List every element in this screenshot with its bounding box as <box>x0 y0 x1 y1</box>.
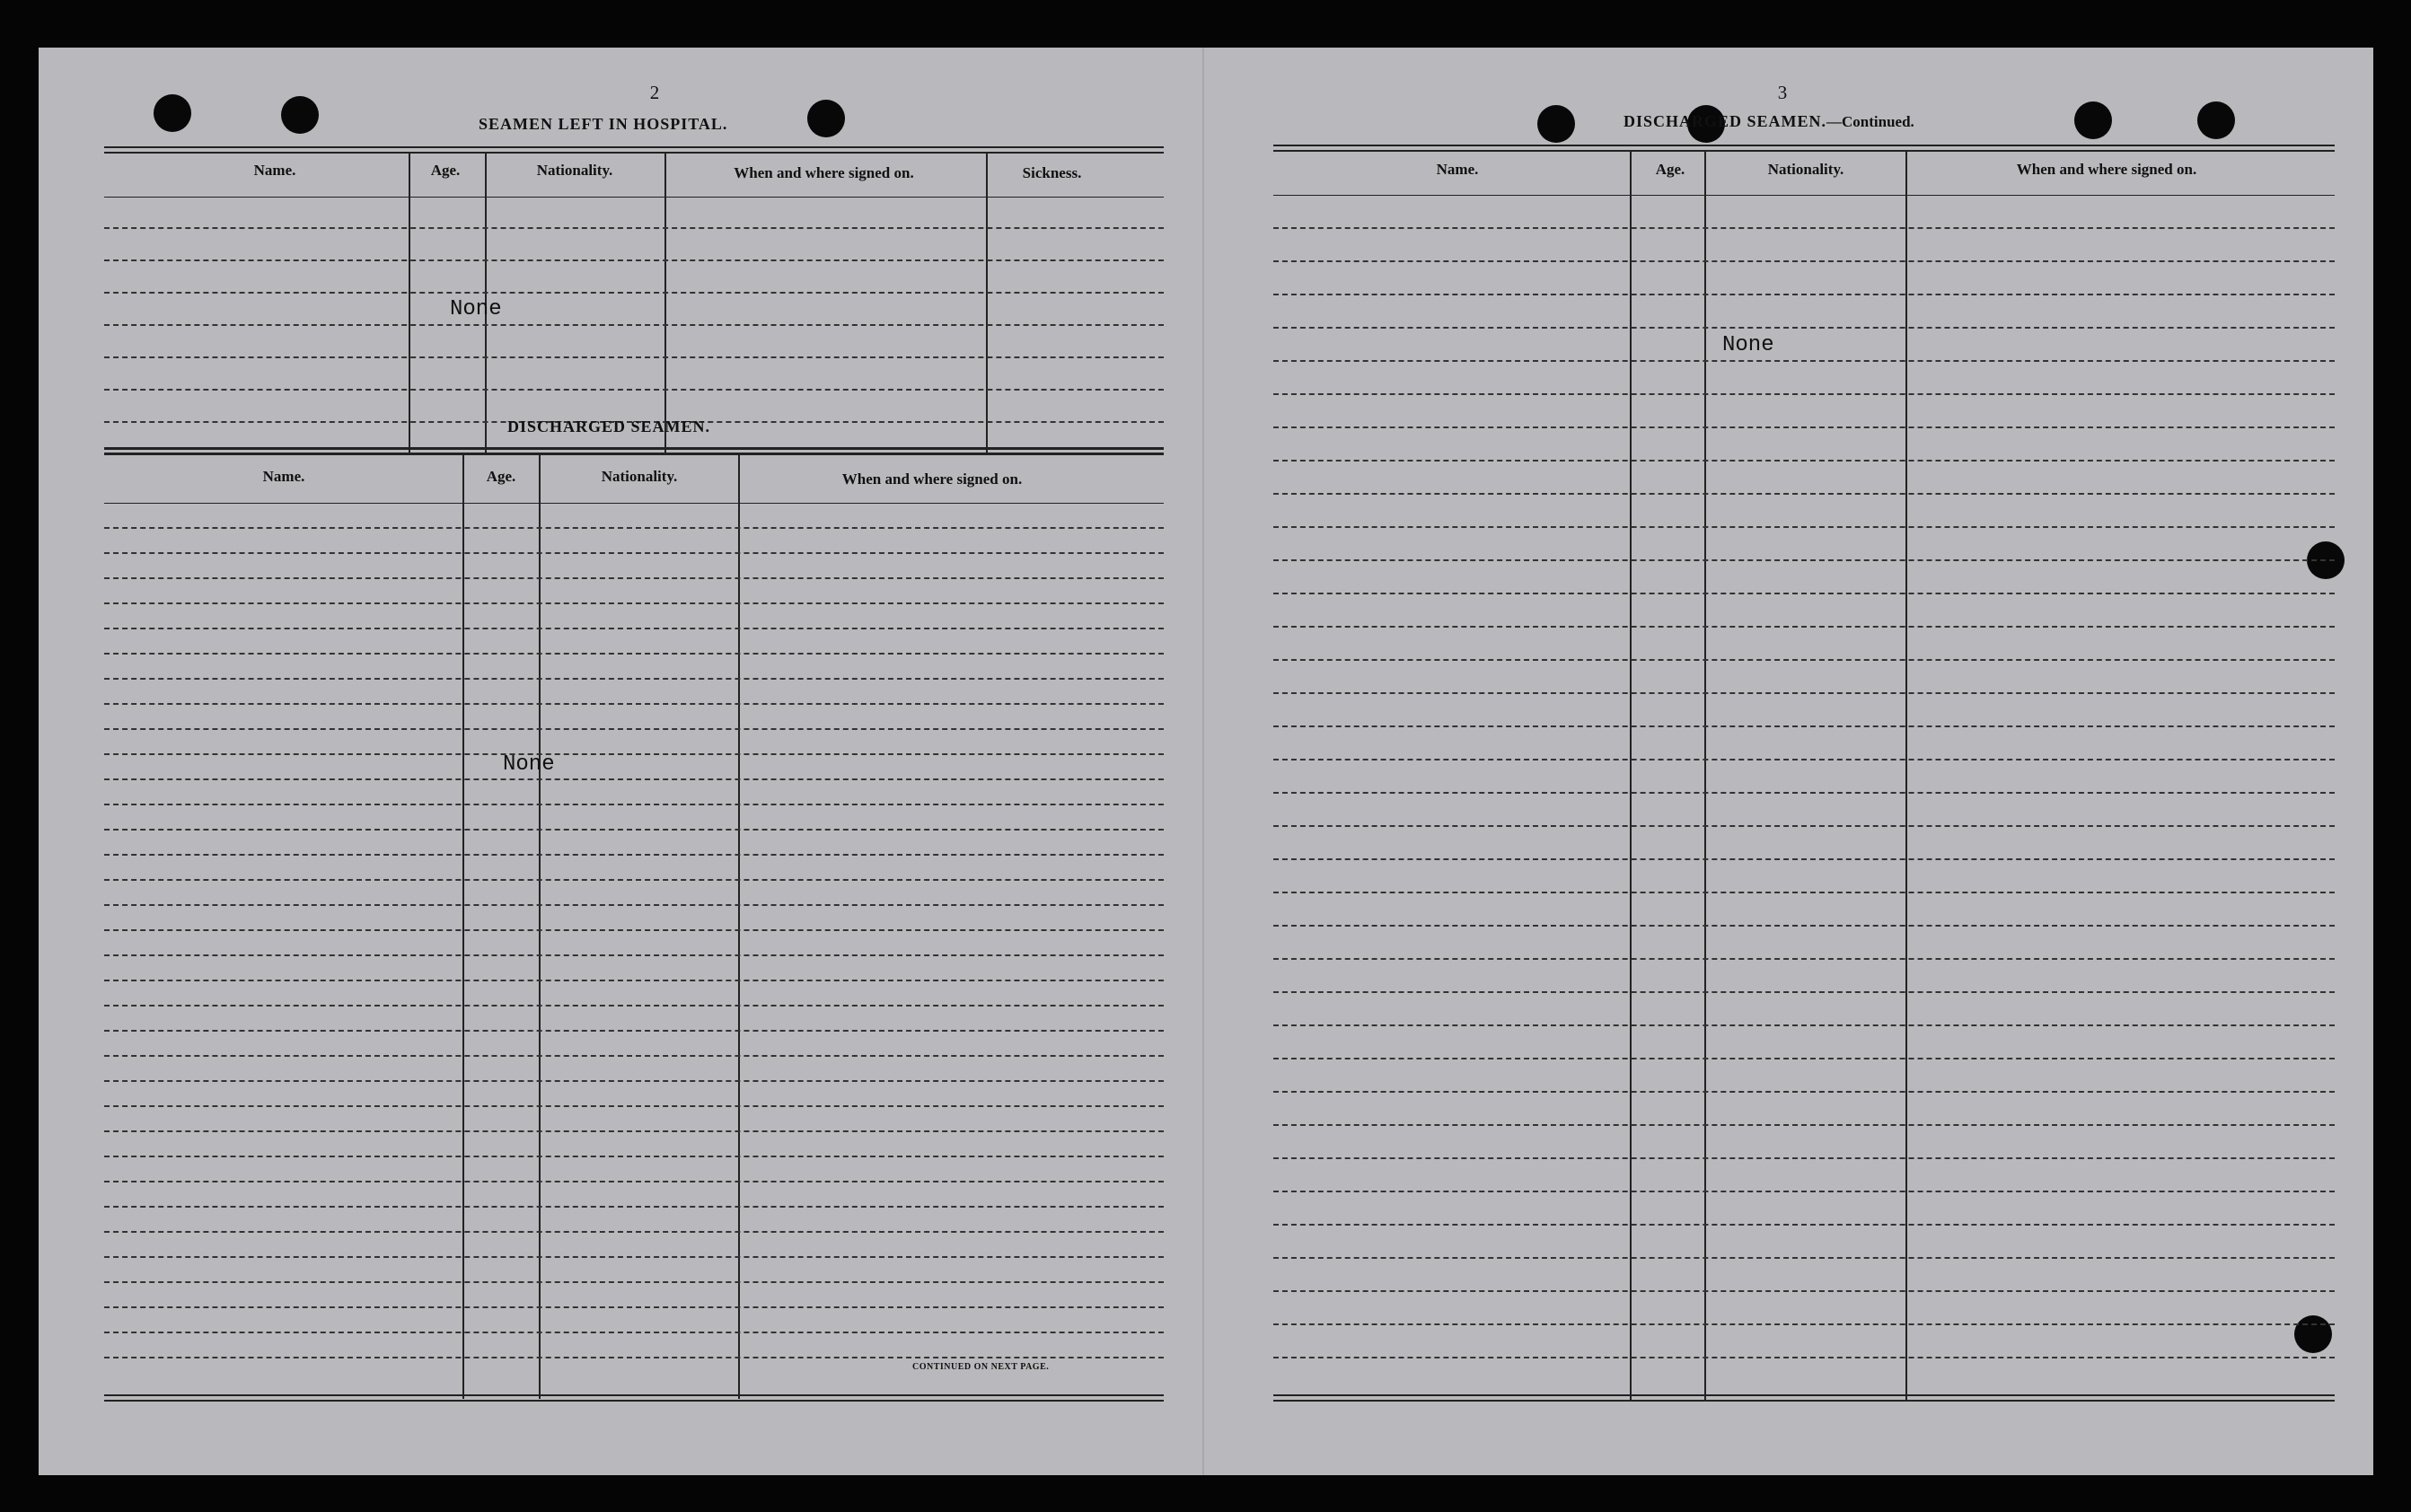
entry-line <box>1273 493 2335 495</box>
table-rule <box>104 1400 1164 1402</box>
entry-line <box>104 389 1164 391</box>
entry-line <box>104 1357 1164 1358</box>
punch-hole <box>2294 1315 2332 1353</box>
entry-line <box>104 879 1164 881</box>
entry-line <box>1273 692 2335 694</box>
entry-line <box>104 980 1164 981</box>
entry-line <box>1273 360 2335 362</box>
punch-hole <box>2074 101 2112 139</box>
entry-line <box>1273 1357 2335 1358</box>
entry-line <box>104 854 1164 856</box>
entry-line <box>1273 294 2335 295</box>
table-rule <box>1273 1394 2335 1396</box>
entry-line <box>104 653 1164 655</box>
entry-line <box>1273 593 2335 594</box>
entry-line <box>1273 792 2335 794</box>
entry-line <box>1273 958 2335 960</box>
entry-line <box>1273 426 2335 428</box>
entry-line <box>1273 1323 2335 1325</box>
column-header-signed-on: When and where signed on. <box>2016 161 2197 178</box>
entry-line <box>1273 460 2335 462</box>
entry-line <box>1273 1157 2335 1159</box>
title-suffix: —Continued. <box>1826 113 1914 130</box>
entry-line <box>104 1080 1164 1082</box>
column-header-nationality: Nationality. <box>536 162 613 179</box>
typed-entry-none: None <box>503 752 555 777</box>
header-rule <box>1273 195 2335 196</box>
entry-line <box>104 1281 1164 1283</box>
column-header-name: Name. <box>253 162 296 179</box>
entry-line <box>104 227 1164 229</box>
entry-line <box>1273 1058 2335 1059</box>
entry-line <box>1273 260 2335 262</box>
entry-line <box>1273 892 2335 893</box>
table-rule <box>104 146 1164 148</box>
header-rule <box>104 197 1164 198</box>
column-header-age: Age. <box>430 162 461 179</box>
entry-line <box>104 259 1164 261</box>
entry-line <box>1273 227 2335 229</box>
entry-line <box>104 324 1164 326</box>
entry-line <box>104 602 1164 604</box>
column-divider <box>1630 150 1632 1402</box>
entry-line <box>104 1206 1164 1208</box>
column-header-nationality: Nationality. <box>1767 161 1844 178</box>
column-header-sickness: Sickness. <box>1022 164 1082 181</box>
entry-line <box>104 954 1164 956</box>
typed-entry-none: None <box>450 297 502 321</box>
entry-line <box>1273 1257 2335 1259</box>
entry-line <box>104 527 1164 529</box>
punch-hole <box>2197 101 2235 139</box>
entry-line <box>1273 393 2335 395</box>
document-sheet <box>39 48 2373 1475</box>
entry-line <box>104 753 1164 755</box>
title-main: DISCHARGED SEAMEN. <box>1623 112 1827 130</box>
typed-entry-none: None <box>1722 333 1774 357</box>
entry-line <box>1273 725 2335 727</box>
entry-line <box>104 1181 1164 1182</box>
column-header-age: Age. <box>1655 161 1685 178</box>
entry-line <box>104 1306 1164 1308</box>
punch-hole <box>154 94 191 132</box>
header-rule <box>104 503 1164 504</box>
entry-line <box>104 628 1164 629</box>
entry-line <box>104 929 1164 931</box>
table-rule <box>104 447 1164 449</box>
table-rule <box>1273 145 2335 146</box>
column-divider <box>1905 150 1907 1402</box>
entry-line <box>104 904 1164 906</box>
entry-line <box>1273 327 2335 329</box>
entry-line <box>104 552 1164 554</box>
table-rule <box>104 152 1164 154</box>
entry-line <box>104 1030 1164 1032</box>
entry-line <box>104 1156 1164 1157</box>
column-divider <box>664 152 666 453</box>
column-divider <box>1704 150 1706 1402</box>
table-rule <box>104 453 1164 454</box>
entry-line <box>104 1105 1164 1107</box>
punch-hole <box>281 96 319 134</box>
entry-line <box>1273 825 2335 827</box>
entry-line <box>104 1055 1164 1057</box>
table-rule <box>1273 1400 2335 1402</box>
entry-line <box>1273 1091 2335 1093</box>
column-header-name: Name. <box>262 468 305 485</box>
entry-line <box>1273 559 2335 561</box>
entry-line <box>104 1005 1164 1007</box>
page-number: 2 <box>649 82 660 103</box>
entry-line <box>1273 858 2335 860</box>
column-divider <box>986 152 988 453</box>
entry-line <box>104 1231 1164 1233</box>
column-header-name: Name. <box>1436 161 1479 178</box>
entry-line <box>104 1130 1164 1132</box>
column-header-nationality: Nationality. <box>601 468 678 485</box>
entry-line <box>1273 626 2335 628</box>
table-rule <box>1273 150 2335 152</box>
entry-line <box>1273 991 2335 993</box>
entry-line <box>104 1256 1164 1258</box>
entry-line <box>1273 759 2335 760</box>
column-divider <box>409 152 410 453</box>
continued-note: CONTINUED ON NEXT PAGE. <box>912 1362 1050 1372</box>
entry-line <box>1273 526 2335 528</box>
entry-line <box>104 703 1164 705</box>
entry-line <box>104 292 1164 294</box>
section-title-discharged-continued <box>1623 112 1914 131</box>
punch-hole <box>807 100 845 137</box>
entry-line <box>104 728 1164 730</box>
entry-line <box>104 678 1164 680</box>
page-number: 3 <box>1777 82 1788 103</box>
entry-line <box>1273 659 2335 661</box>
punch-hole <box>1537 105 1575 143</box>
entry-line <box>104 778 1164 780</box>
entry-line <box>1273 1124 2335 1126</box>
entry-line <box>104 356 1164 358</box>
entry-line <box>104 829 1164 831</box>
column-header-age: Age. <box>486 468 516 485</box>
entry-line <box>1273 1224 2335 1226</box>
section-title-discharged: DISCHARGED SEAMEN. <box>507 418 711 435</box>
page-fold <box>1202 48 1204 1475</box>
entry-line <box>1273 1191 2335 1192</box>
section-title-hospital: SEAMEN LEFT IN HOSPITAL. <box>479 115 728 133</box>
entry-line <box>104 577 1164 579</box>
entry-line <box>1273 1024 2335 1026</box>
column-header-signed-on: When and where signed on. <box>734 164 914 181</box>
table-rule <box>104 1394 1164 1396</box>
entry-line <box>1273 925 2335 927</box>
entry-line <box>1273 1290 2335 1292</box>
column-header-signed-on: When and where signed on. <box>841 470 1023 488</box>
entry-line <box>104 804 1164 805</box>
entry-line <box>104 1332 1164 1333</box>
